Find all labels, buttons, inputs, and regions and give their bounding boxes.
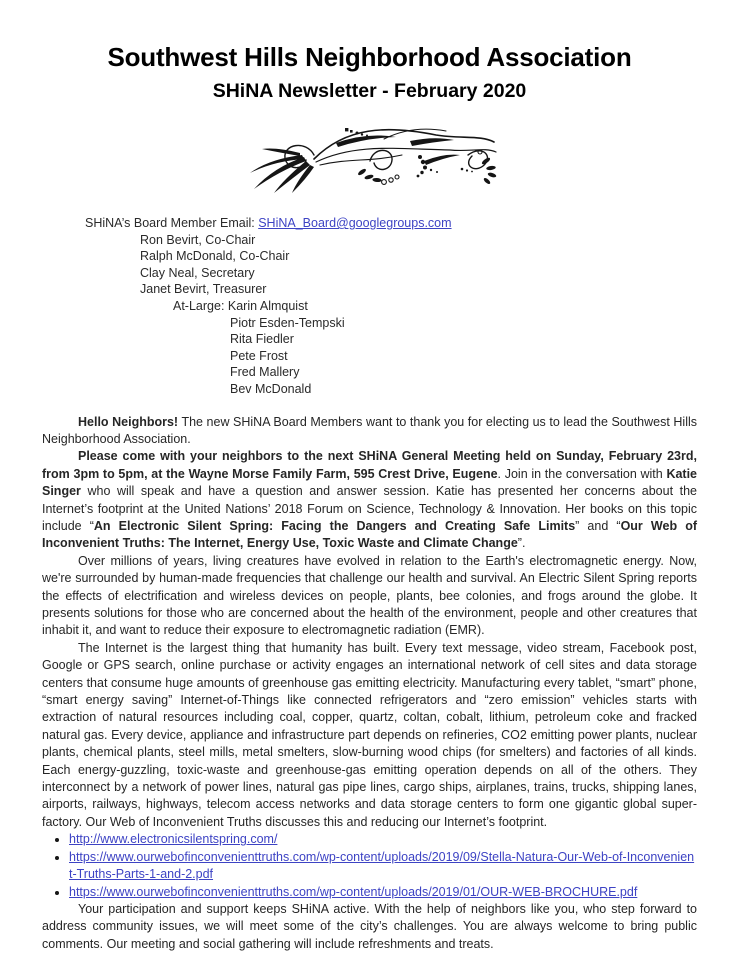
text-segment: Your participation and support keeps SHiNA active. With the help of neighbors like you, who step forward to address community issues, we will meet some of the city’s challenges. You are always welcome to bring public comments. Our meeting and social gathering will include refreshments and treats. <box>42 901 697 951</box>
board-officer: Ralph McDonald, Co-Chair <box>140 249 290 264</box>
at-large-row <box>173 298 739 315</box>
text-segment: ” and “ <box>575 518 621 533</box>
at-large-member: Pete Frost <box>230 348 288 363</box>
paragraph-closing <box>42 901 697 953</box>
text-segment: An Electronic Silent Spring: Facing the Dangers and Creating Safe Limits <box>93 518 576 533</box>
paragraph-general-meeting <box>42 448 697 552</box>
resource-link-list <box>42 831 697 901</box>
text-segment: Katie Singer <box>42 466 698 499</box>
flourish-ornament-wrap <box>0 109 739 195</box>
at-large-member: Karin Almquist <box>227 298 308 313</box>
newsletter-subtitle: SHiNA Newsletter - February 2020 <box>212 80 527 102</box>
text-segment: . Join in the conversation with <box>497 466 667 481</box>
text-segment: who will speak and have a question and answer session. Katie has presented her concerns about the Internet’s footprint at the United Nations’ 2018 Forum on Science, Technology & Innovation. Her books on this topic include “ <box>42 484 697 533</box>
at-large-member: Bev McDonald <box>230 381 312 396</box>
paragraph-electromagnetic <box>42 553 697 640</box>
board-email-row <box>85 215 739 232</box>
at-large-member: Rita Fiedler <box>230 332 294 347</box>
link-list-item <box>69 849 697 884</box>
at-large-member: Fred Mallery <box>230 365 300 380</box>
link-list-item <box>69 884 697 901</box>
resource-link[interactable]: https://www.ourwebofinconvenienttruths.com/wp-content/uploads/2019/09/Stella-Natura-Our-Web-of-Inconvenient-Truths-Parts-1-and-2.pdf <box>69 849 695 882</box>
board-email-label: SHiNA’s Board Member Email: <box>85 216 259 230</box>
board-officer: Ron Bevirt, Co-Chair <box>140 232 256 247</box>
board-officer: Clay Neal, Secretary <box>140 265 255 280</box>
board-member-block <box>85 215 739 398</box>
text-segment: The Internet is the largest thing that humanity has built. Every text message, video stream, Facebook post, Google or GPS search, online purchase or activity engages an international network of cell sites and data storage centers that consume huge amounts of greenhouse gas emitting electricity. Manufacturing every tablet, “smart” phone, “smart energy saving” Internet-of-Things like connected refrigerators and “zero emission” vehicles starts with extraction of natural resources including coal, copper, quartz, coltan, cobalt, lithium, petroleum coke and fracked natural gas. Every device, appliance and infrastructure part depends on refineries, CO2 emitting power plants, nuclear plants, chemical plants, steel mills, metal smelters, slow-burning wood chips (for smelters) and factories of all kinds. Each energy-guzzling, toxic-waste and greenhouse-gas emitting operation depends on all of the others. They interconnect by a network of power lines, natural gas pipe lines, cargo ships, airplanes, trains, trucks, shipping lanes, airports, railways, highways, telecom access networks and data storage centers to form one gigantic global super-factory. Our Web of Inconvenient Truths discusses this and reducing our Internet’s footprint. <box>42 640 697 829</box>
at-large-label: At-Large: <box>173 298 228 313</box>
text-segment: Please come with your neighbors to the next SHiNA General Meeting held on Sunday, February 23rd, from 3pm to 5pm, at the Wayne Morse Family Farm, 595 Crest Drive, Eugene <box>42 449 697 481</box>
paragraph-internet-footprint <box>42 640 697 831</box>
floral-flourish-ornament <box>234 109 506 193</box>
link-list-item <box>69 831 697 848</box>
text-segment: The new SHiNA Board Members want to thank you for electing us to lead the Southwest Hills Neighborhood Association. <box>42 414 697 446</box>
board-officer-list <box>140 232 739 298</box>
text-segment: ”. <box>517 536 526 551</box>
at-large-member-list <box>230 315 739 398</box>
resource-link[interactable]: http://www.electronicsilentspring.com/ <box>69 832 278 847</box>
at-large-member: Piotr Esden-Tempski <box>230 315 345 330</box>
board-email-link[interactable]: SHiNA_Board@googlegroups.com <box>258 216 452 230</box>
newsletter-body <box>42 414 697 954</box>
paragraph-hello-neighbors <box>42 414 697 449</box>
board-officer: Janet Bevirt, Treasurer <box>140 282 267 297</box>
page-title: Southwest Hills Neighborhood Association <box>107 42 632 72</box>
text-segment: Hello Neighbors! <box>78 414 179 429</box>
resource-link[interactable]: https://www.ourwebofinconvenienttruths.com/wp-content/uploads/2019/01/OUR-WEB-BROCHURE.pdf <box>69 884 638 899</box>
text-segment: Our Web of Inconvenient Truths: The Internet, Energy Use, Toxic Waste and Climate Change <box>42 518 697 551</box>
text-segment: Over millions of years, living creatures have evolved in relation to the Earth's electromagnetic energy. Now, we're surrounded by human-made frequencies that challenge our health and survival. An Electric Silent Spring reports the effects of electrification and wireless devices on people, plants, bee colonies, and frogs around the globe. It presents solutions for those who are concerned about the health of the environment, people and other creatures that inhabit it, and want to reduce their exposure to electromagnetic radiation (EMR). <box>42 553 697 638</box>
